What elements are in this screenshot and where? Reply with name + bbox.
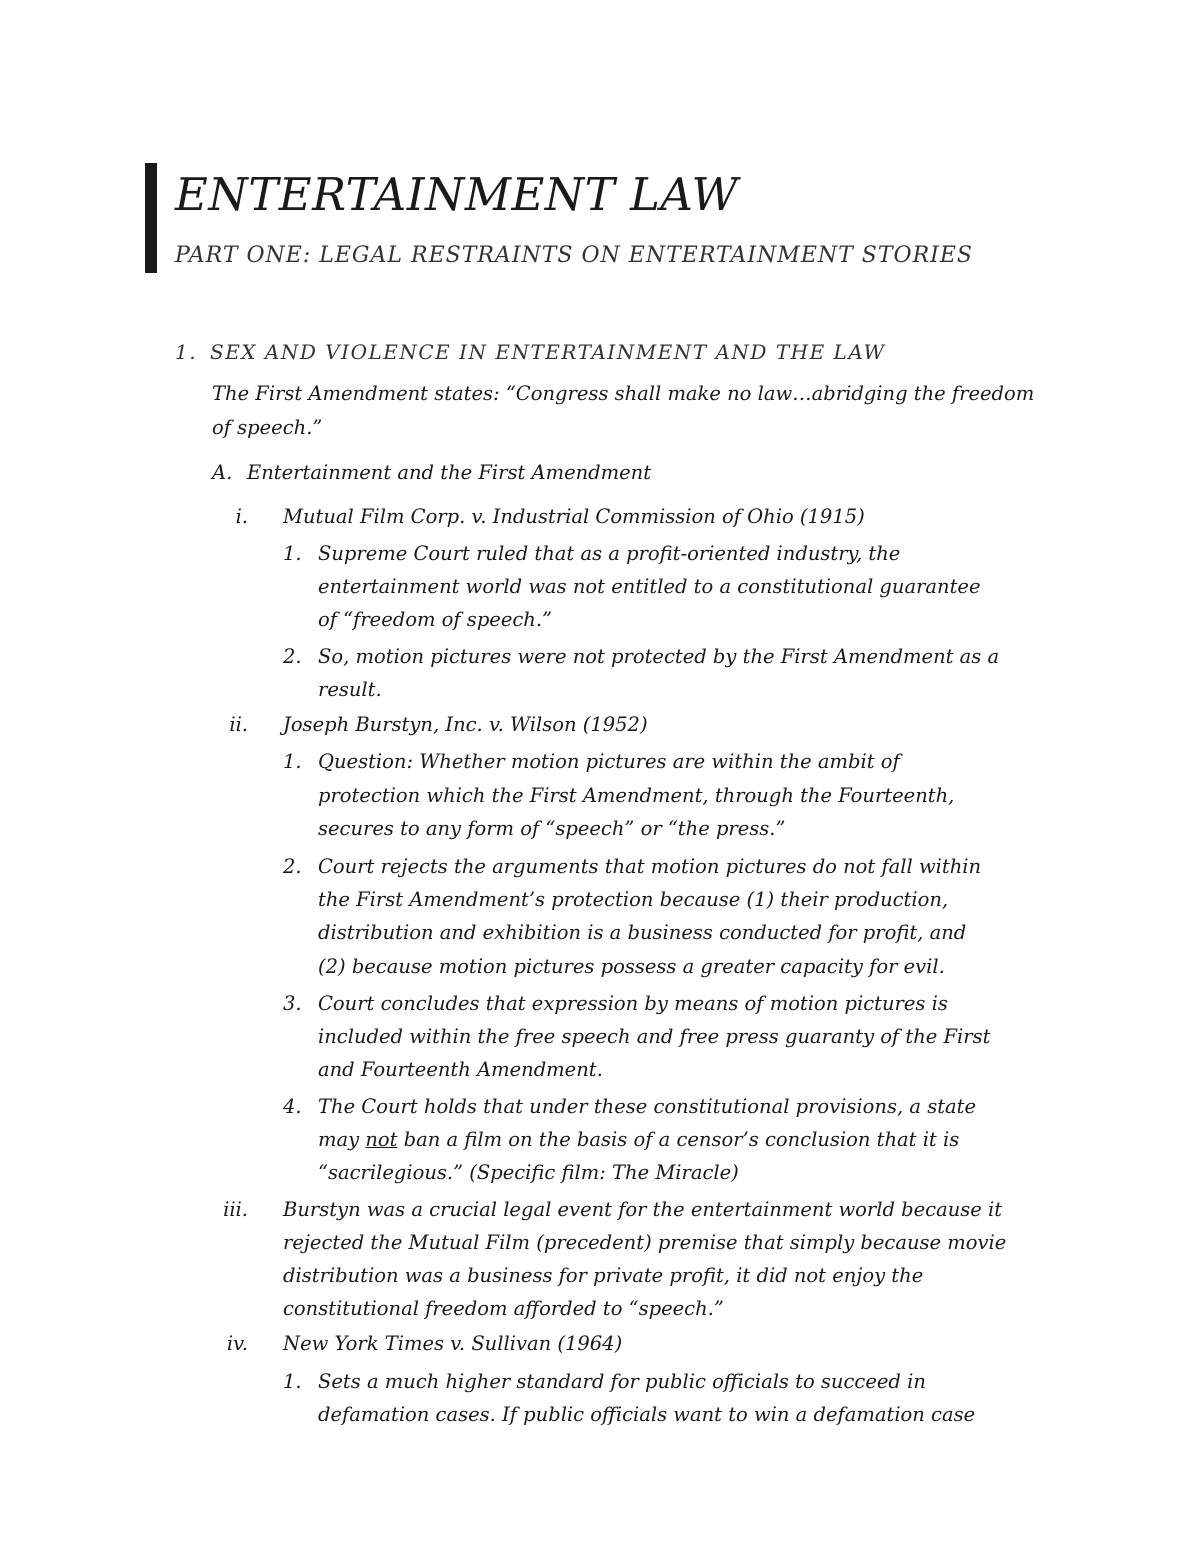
point-line: secures to any form of “speech” or “the press.”: [318, 817, 786, 840]
point-marker: 4.: [283, 1095, 302, 1118]
item-line: constitutional freedom afforded to “speech.”: [283, 1297, 724, 1320]
section-heading: SEX AND VIOLENCE IN ENTERTAINMENT AND THE LAW: [210, 340, 886, 364]
point-line: and Fourteenth Amendment.: [318, 1058, 603, 1081]
item-marker: ii.: [229, 713, 248, 736]
point-line: distribution and exhibition is a business conducted for profit, and: [318, 921, 967, 944]
underlined-word: not: [365, 1128, 398, 1151]
subsection-title: Entertainment and the First Amendment: [247, 461, 652, 484]
point-line: result.: [318, 678, 382, 701]
title-accent-bar: [145, 163, 157, 273]
point-line: (2) because motion pictures possess a greater capacity for evil.: [318, 955, 945, 978]
item-line: distribution was a business for private profit, it did not enjoy the: [283, 1264, 924, 1287]
point-marker: 1.: [283, 750, 302, 773]
point-marker: 2.: [283, 645, 302, 668]
item-line: Burstyn was a crucial legal event for the entertainment world because it: [283, 1198, 1003, 1221]
point-line: the First Amendment’s protection because (1) their production,: [318, 888, 949, 911]
point-line: Supreme Court ruled that as a profit-oriented industry, the: [318, 542, 901, 565]
point-marker: 1.: [283, 1370, 302, 1393]
point-line-with-underline: [318, 1123, 959, 1157]
text-run: ban a film on the basis of a censor’s conclusion that it is: [397, 1128, 960, 1151]
point-line: of “freedom of speech.”: [318, 608, 553, 631]
point-line: protection which the First Amendment, through the Fourteenth,: [318, 784, 955, 807]
intro-line: of speech.”: [212, 416, 323, 439]
point-line: entertainment world was not entitled to a constitutional guarantee: [318, 575, 981, 598]
point-marker: 1.: [283, 542, 302, 565]
point-line: Court concludes that expression by means of motion pictures is: [318, 992, 948, 1015]
point-line: defamation cases. If public officials want to win a defamation case: [318, 1403, 976, 1426]
point-line: So, motion pictures were not protected by the First Amendment as a: [318, 645, 1000, 668]
point-line: Court rejects the arguments that motion pictures do not fall within: [318, 855, 982, 878]
case-title: Joseph Burstyn, Inc. v. Wilson (1952): [283, 713, 648, 736]
point-line: The Court holds that under these constitutional provisions, a state: [318, 1095, 977, 1118]
point-marker: 2.: [283, 855, 302, 878]
document-title: ENTERTAINMENT LAW: [175, 168, 739, 221]
item-marker: iv.: [226, 1332, 248, 1355]
point-line: Sets a much higher standard for public officials to succeed in: [318, 1370, 926, 1393]
item-line: rejected the Mutual Film (precedent) premise that simply because movie: [283, 1231, 1007, 1254]
item-marker: iii.: [223, 1198, 248, 1221]
subsection-marker: A.: [212, 461, 233, 484]
item-marker: i.: [235, 505, 248, 528]
point-line: included within the free speech and free press guaranty of the First: [318, 1025, 991, 1048]
point-line: Question: Whether motion pictures are within the ambit of: [318, 750, 900, 773]
document-subtitle: PART ONE: LEGAL RESTRAINTS ON ENTERTAINMENT STORIES: [175, 243, 973, 268]
case-title: New York Times v. Sullivan (1964): [283, 1332, 623, 1355]
intro-line: The First Amendment states: “Congress shall make no law…abridging the freedom: [212, 382, 1035, 405]
case-title: Mutual Film Corp. v. Industrial Commission of Ohio (1915): [283, 505, 865, 528]
section-number: 1.: [175, 340, 198, 364]
point-marker: 3.: [283, 992, 302, 1015]
text-run: may: [318, 1128, 366, 1151]
point-line: “sacrilegious.” (Specific film: The Miracle): [318, 1161, 739, 1184]
